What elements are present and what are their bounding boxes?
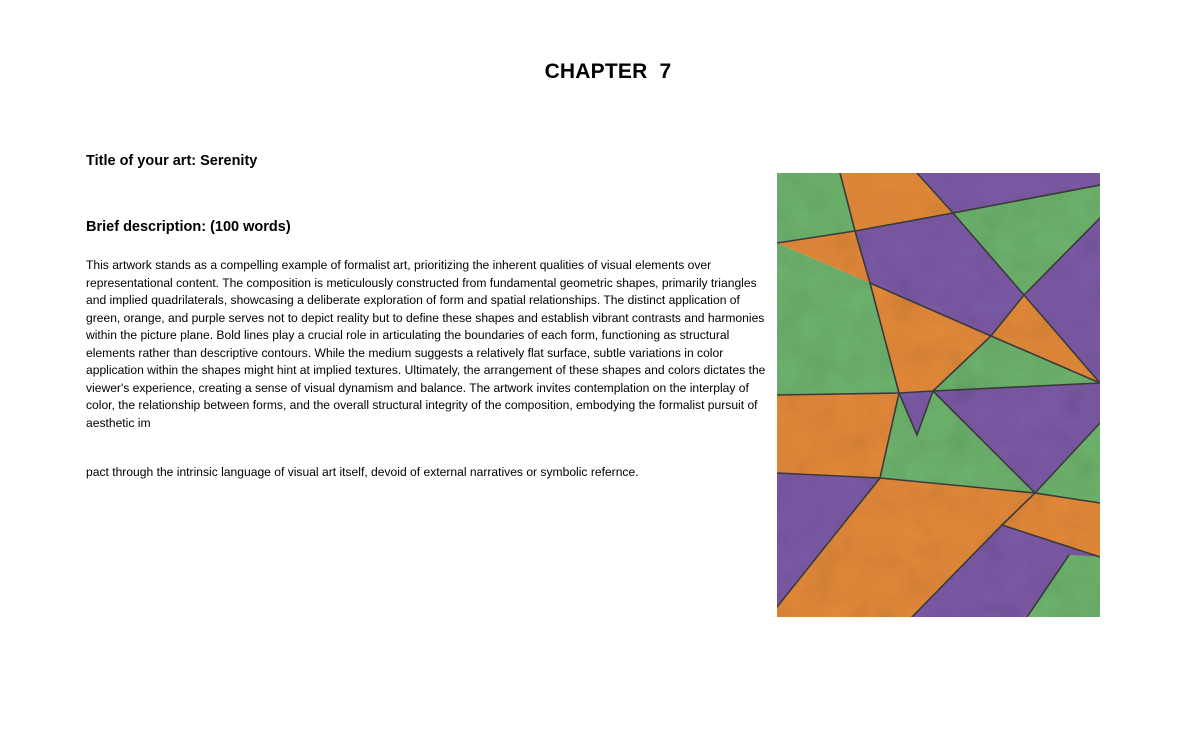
description-body: This artwork stands as a compelling example of formalist art, prioritizing the inherent qualities of visual elements over representational content. The composition is meticulously constructed from fundamental geometric shapes, primarily triangles and implied quadrilaterals, showcasing a deliberate exploration of form and spatial relationships. The distinct application of green, orange, and purple serves not to depict reality but to define these shapes and establish vibrant contrasts and harmonies within the picture plane. Bold lines play a crucial role in articulating the boundaries of each form, functioning as structural elements rather than descriptive contours. While the medium suggests a relatively flat surface, subtle variations in color application within the shapes might hint at implied textures. Ultimately, the arrangement of these shapes and colors dictates the viewer's experience, creating a sense of visual dynamism and balance. The artwork invites contemplation on the interplay of color, the relationship between forms, and the overall structural integrity of the composition, embodying the formalist pursuit of aesthetic im [86,258,766,430]
description-heading: Brief description: (100 words) [86,219,291,235]
artwork-image [777,173,1100,617]
description-continuation: pact through the intrinsic language of visual art itself, devoid of external narratives or symbolic refernce. [86,465,639,479]
art-title: Title of your art: Serenity [86,153,258,169]
artwork-canvas [777,173,1100,617]
chapter-heading: CHAPTER 7 [544,60,672,83]
shape-orange-left-lower [777,393,899,478]
